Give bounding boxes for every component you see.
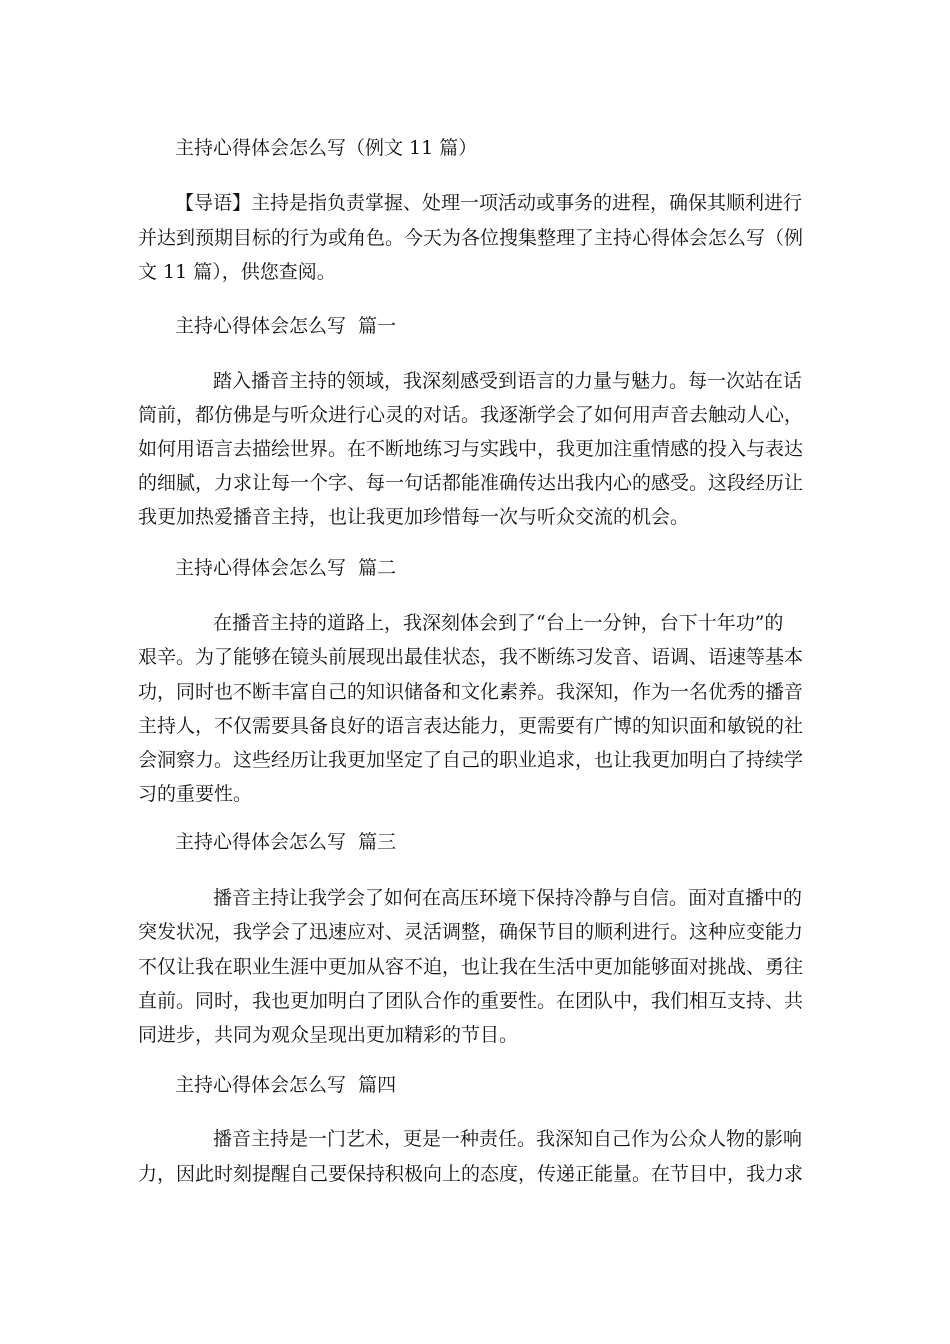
paragraph-line: 主持人，不仅需要具备良好的语言表达能力，更需要有广博的知识面和敏锐的社 xyxy=(138,715,804,737)
paragraph-line: 不仅让我在职业生涯中更加从容不迫，也让我在生活中更加能够面对挑战、勇往 xyxy=(138,956,804,978)
intro-line: 【导语】主持是指负责掌握、处理一项活动或事务的进程，确保其顺利进行 xyxy=(175,192,803,214)
paragraph-line: 会洞察力。这些经历让我更加坚定了自己的职业追求，也让我更加明白了持续学 xyxy=(138,749,804,771)
document-title: 主持心得体会怎么写（例文 11 篇） xyxy=(175,137,478,159)
paragraph-line: 的细腻，力求让每一个字、每一句话都能准确传达出我内心的感受。这段经历让 xyxy=(138,472,804,494)
paragraph-line: 播音主持是一门艺术，更是一种责任。我深知自己作为公众人物的影响 xyxy=(213,1128,803,1150)
paragraph-line: 力，因此时刻提醒自己要保持积极向上的态度，传递正能量。在节目中，我力求 xyxy=(138,1163,804,1185)
paragraph-line: 如何用语言去描绘世界。在不断地练习与实践中，我更加注重情感的投入与表达 xyxy=(138,438,804,460)
paragraph-line: 艰辛。为了能够在镜头前展现出最佳状态，我不断练习发音、语调、语速等基本 xyxy=(138,646,804,668)
paragraph-line: 踏入播音主持的领域，我深刻感受到语言的力量与魅力。每一次站在话 xyxy=(213,370,803,392)
intro-line: 并达到预期目标的行为或角色。今天为各位搜集整理了主持心得体会怎么写（例 xyxy=(138,227,804,249)
paragraph-line: 直前。同时，我也更加明白了团队合作的重要性。在团队中，我们相互支持、共 xyxy=(138,990,804,1012)
intro-line: 文 11 篇），供您查阅。 xyxy=(138,261,336,283)
paragraph-line: 我更加热爱播音主持，也让我更加珍惜每一次与听众交流的机会。 xyxy=(138,506,690,528)
section-heading-4: 主持心得体会怎么写 篇四 xyxy=(175,1074,397,1096)
paragraph-line: 习的重要性。 xyxy=(138,783,253,805)
section-heading-3: 主持心得体会怎么写 篇三 xyxy=(175,831,397,853)
paragraph-line: 在播音主持的道路上，我深刻体会到了“台上一分钟，台下十年功”的 xyxy=(213,612,784,634)
section-heading-2: 主持心得体会怎么写 篇二 xyxy=(175,557,397,579)
paragraph-line: 功，同时也不断丰富自己的知识储备和文化素养。我深知，作为一名优秀的播音 xyxy=(138,681,804,703)
paragraph-line: 播音主持让我学会了如何在高压环境下保持冷静与自信。面对直播中的 xyxy=(213,887,803,909)
section-heading-1: 主持心得体会怎么写 篇一 xyxy=(175,315,397,337)
paragraph-line: 突发状况，我学会了迅速应对、灵活调整，确保节目的顺利进行。这种应变能力 xyxy=(138,921,804,943)
paragraph-line: 同进步，共同为观众呈现出更加精彩的节目。 xyxy=(138,1024,519,1046)
paragraph-line: 筒前，都仿佛是与听众进行心灵的对话。我逐渐学会了如何用声音去触动人心， xyxy=(138,404,804,426)
